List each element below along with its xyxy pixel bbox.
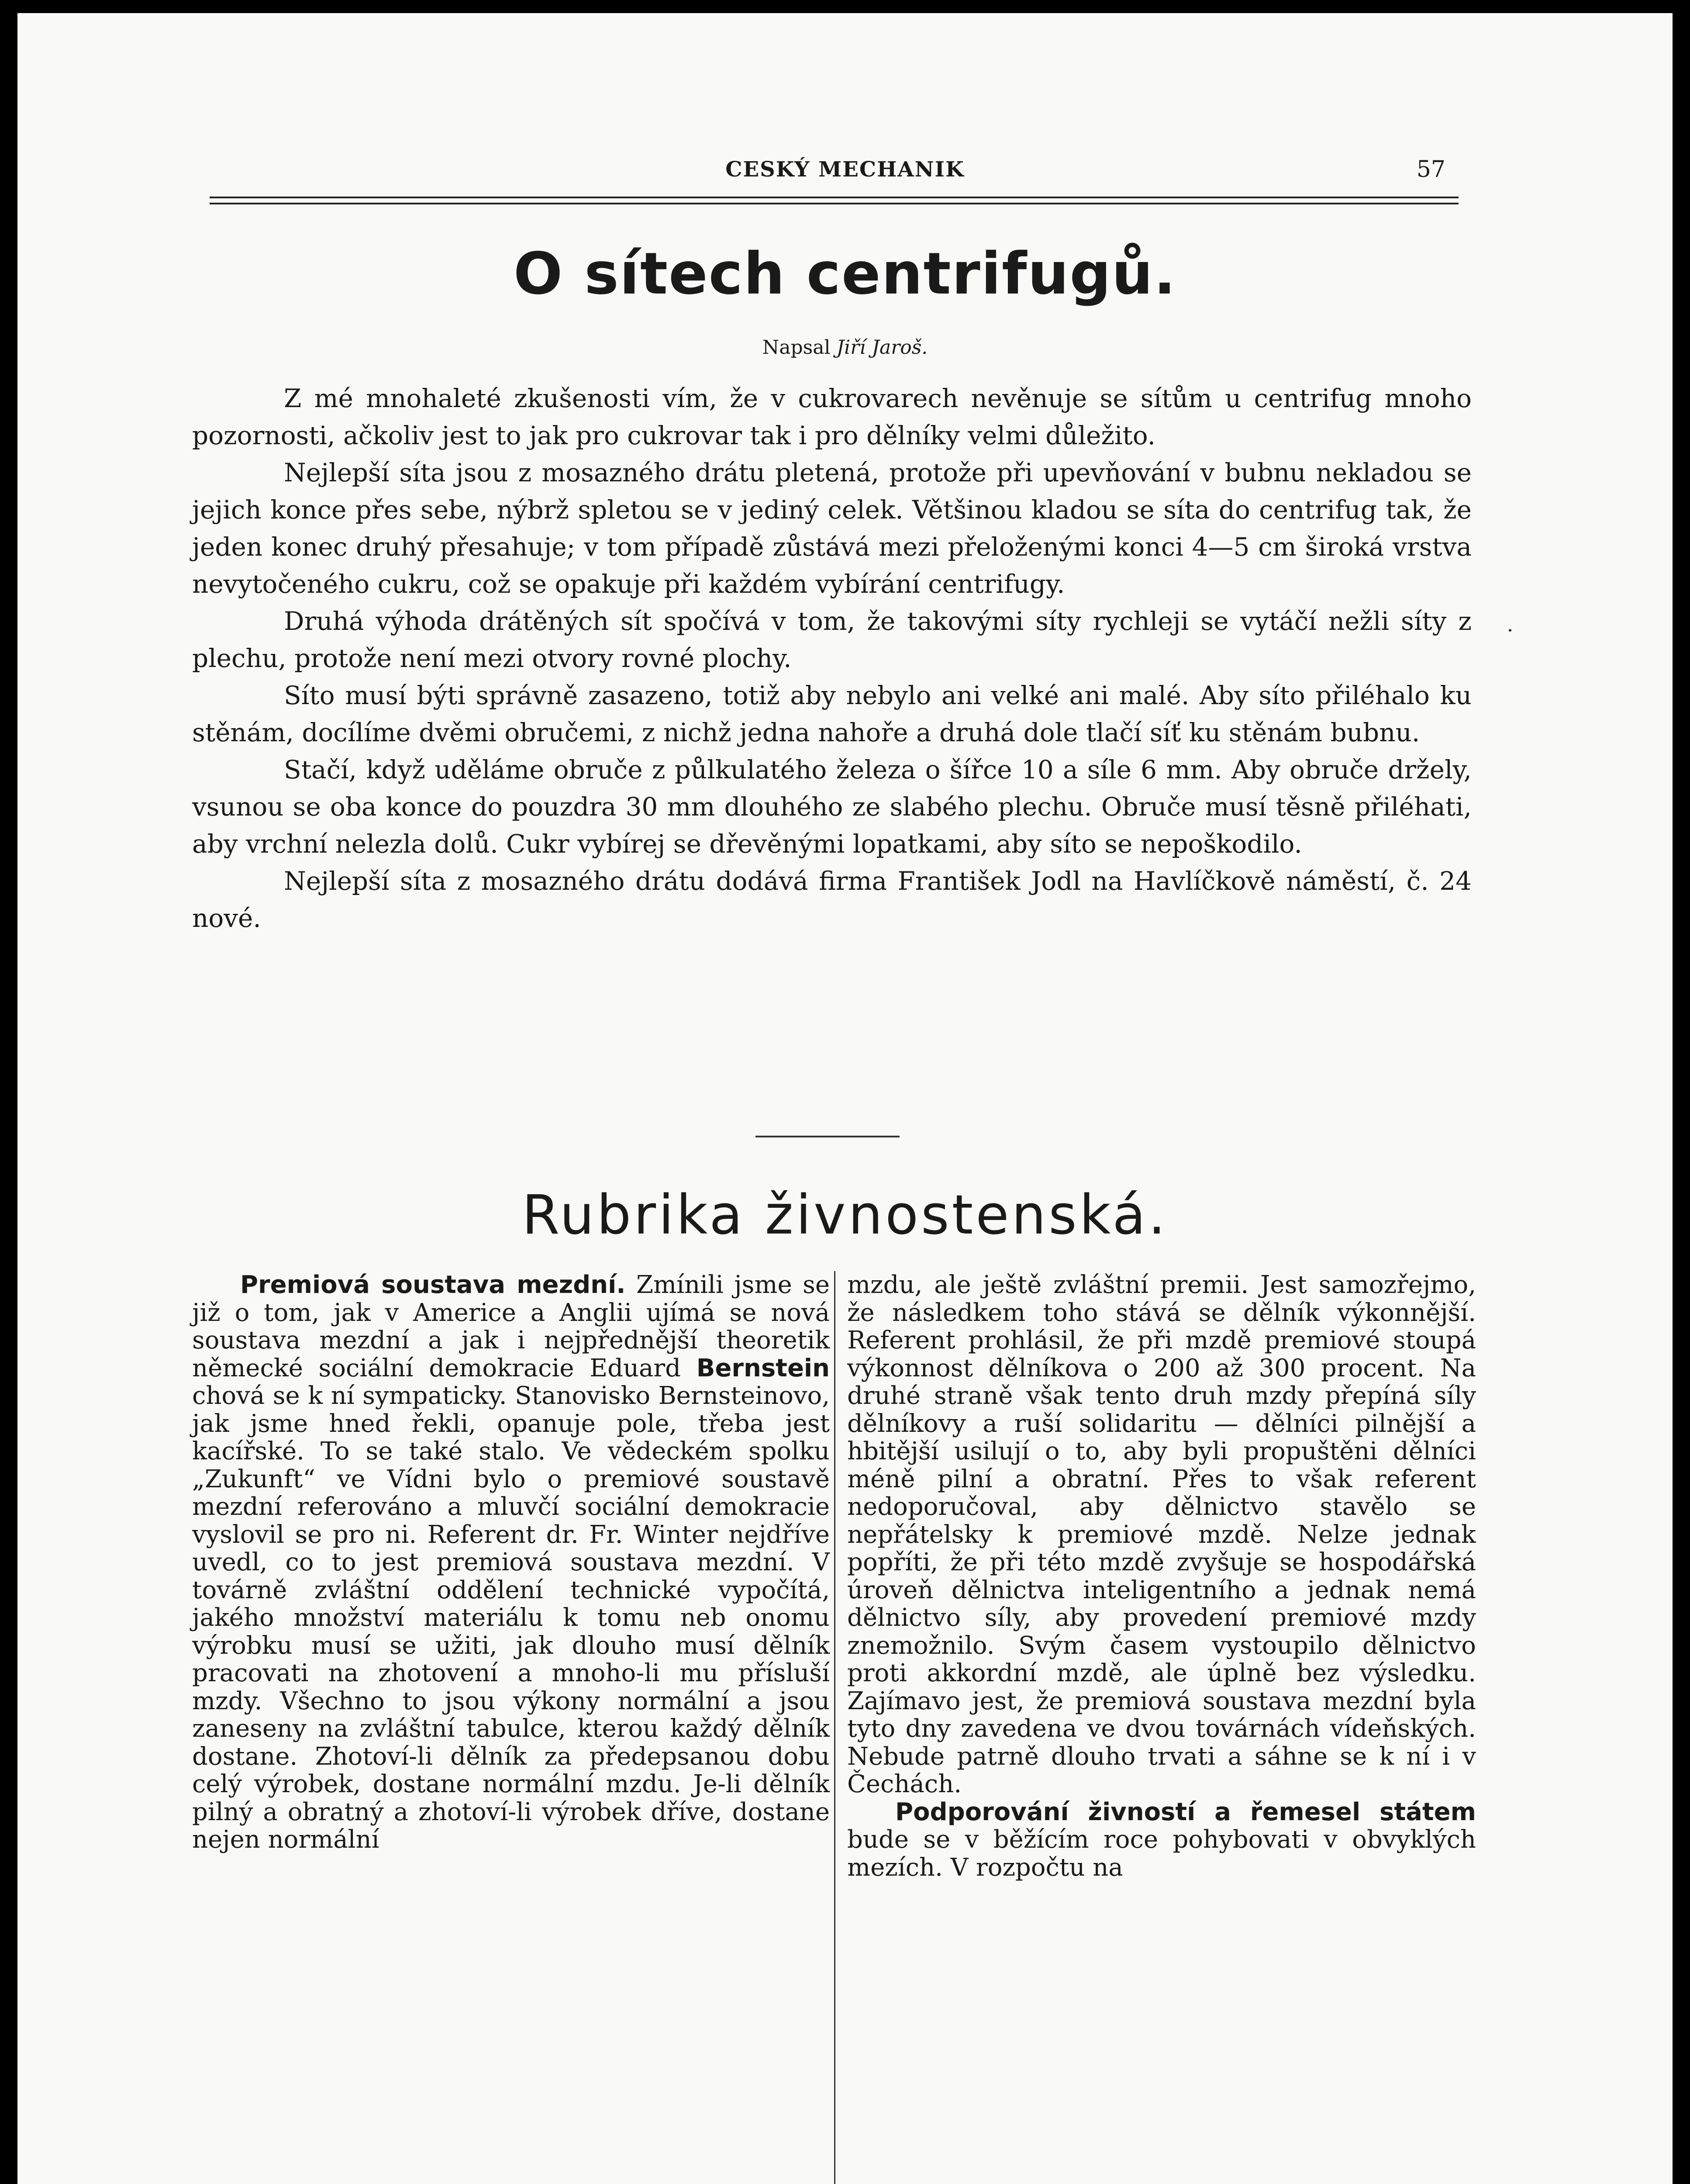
- header-double-rule: [210, 197, 1459, 204]
- right-paragraph-2: [847, 1798, 1476, 1882]
- page: [17, 13, 1673, 2184]
- section-separator: [755, 1136, 900, 1137]
- runin-heading-premiova: Premiová soustava mezdní.: [240, 1271, 626, 1299]
- print-speck: [1509, 629, 1511, 632]
- column-divider: [834, 1271, 835, 2184]
- left-column: [192, 1271, 830, 1854]
- right-text-2: bude se v běžícím roce pohybovati v obvyklých mezích. V rozpočtu na: [847, 1825, 1476, 1882]
- left-text-b: chová se k ní sympaticky. Stanovisko Bernsteinovo, jak jsme hned řekli, opanuje pole, třeba jest kacířské. To se také stalo. Ve vědeckém spolku „Zukunft“ ve Vídni bylo o premiové soustavě mezdní referováno a mluvčí sociální demokracie vyslovil se pro ni. Referent dr. Fr. Winter nejdříve uvedl, co to jest premiová soustava mezdní. V továrně zvláštní oddělení technické vypočítá, jakého množství materiálu k tomu neb onomu výrobku musí se užiti, jak dlouho musí dělník pracovati na zhotovení a mnoho-li mu přísluší mzdy. Všechno to jsou výkony normální a jsou zaneseny na zvláštní tabulce, kterou každý dělník dostane. Zhotoví-li dělník za předepsanou dobu celý výrobek, dostane normální mzdu. Je-li dělník pilný a obratný a zhotoví-li výrobek dříve, dostane nejen normální: [192, 1382, 830, 1854]
- byline: [17, 336, 1673, 359]
- name-bernstein: Bernstein: [696, 1354, 830, 1382]
- byline-author: Jiří Jaroš.: [836, 336, 928, 359]
- right-column: [847, 1271, 1476, 1881]
- left-text-a: Zmínili jsme se již o tom, jak v Americe a Anglii ujímá se nová soustava mezdní a jak i nejpřednější theoretik německé sociální demokracie Eduard: [192, 1271, 830, 1382]
- section-title: Rubrika živnostenská.: [522, 1184, 1168, 1247]
- left-paragraph: [192, 1271, 830, 1854]
- article-paragraph-6: Nejlepší síta z mosazného drátu dodává firma František Jodl na Havlíčkově náměstí, č. 24 nové.: [192, 866, 1472, 933]
- article-body: [192, 380, 1472, 937]
- article-paragraph-4: Síto musí býti správně zasazeno, totiž aby nebylo ani velké ani malé. Aby síto přiléhalo ku stěnám, docílíme dvěmi obručemi, z nichž jedna nahoře a druhá dole tlačí síť ku stěnám bubnu.: [192, 681, 1472, 747]
- right-paragraph-1: mzdu, ale ještě zvláštní premii. Jest samozřejmo, že následkem toho stává se dělník výkonnější. Referent prohlásil, že při mzdě premiové stoupá výkonnost dělníkova o 200 až 300 procent. Na druhé straně však tento druh mzdy přepíná síly dělníkovy a ruší solidaritu — dělníci pilnější a hbitější usilují o to, aby byli propuštěni dělníci méně pilní a obratní. Přes to však referent nedoporučoval, aby dělnictvo stavělo se nepřátelsky k premiové mzdě. Nelze jednak popříti, že při této mzdě zvyšuje se hospodářská úroveň dělnictva inteligentního a jednak nemá dělnictvo síly, aby provedení premiové mzdy znemožnilo. Svým časem vystoupilo dělnictvo proti akkordní mzdě, ale úplně bez výsledku. Zajímavo jest, že premiová soustava mezdní byla tyto dny zavedena ve dvou továrnách vídeňských. Nebude patrně dlouho trvati a sáhne se k ní i v Čechách.: [847, 1271, 1476, 1798]
- article-paragraph-2: Nejlepší síta jsou z mosazného drátu pletená, protože při upevňování v bubnu nekladou se jejich konce přes sebe, nýbrž spletou se v jediný celek. Většinou kladou se síta do centrifug tak, že jeden konec druhý přesahuje; v tom případě zůstává mezi přeloženými konci 4—5 cm široká vrstva nevytočeného cukru, což se opakuje při každém vybírání centrifugy.: [192, 458, 1472, 599]
- article-paragraph-5: Stačí, když uděláme obruče z půlkulatého železa o šířce 10 a síle 6 mm. Aby obruče držely, vsunou se oba konce do pouzdra 30 mm dlouhého ze slabého plechu. Obruče musí těsně přiléhati, aby vrchní nelezla dolů. Cukr vybírej se dřevěnými lopatkami, aby síto se nepoškodilo.: [192, 755, 1472, 859]
- byline-prefix: Napsal: [762, 336, 831, 359]
- article-title: O sítech centrifugů.: [514, 240, 1176, 308]
- article-paragraph-3: Druhá výhoda drátěných sít spočívá v tom, že takovými síty rychleji se vytáčí nežli síty z plechu, protože není mezi otvory rovné plochy.: [192, 606, 1472, 673]
- page-number: 57: [1416, 156, 1445, 183]
- article-paragraph-1: Z mé mnohaleté zkušenosti vím, že v cukrovarech nevěnuje se sítům u centrifug mnoho pozornosti, ačkoliv jest to jak pro cukrovar tak i pro dělníky velmi důležito.: [192, 384, 1472, 450]
- running-header-journal: CESKÝ MECHANIK: [725, 157, 965, 182]
- runin-heading-podporovani: Podporování živností a řemesel státem: [895, 1797, 1476, 1826]
